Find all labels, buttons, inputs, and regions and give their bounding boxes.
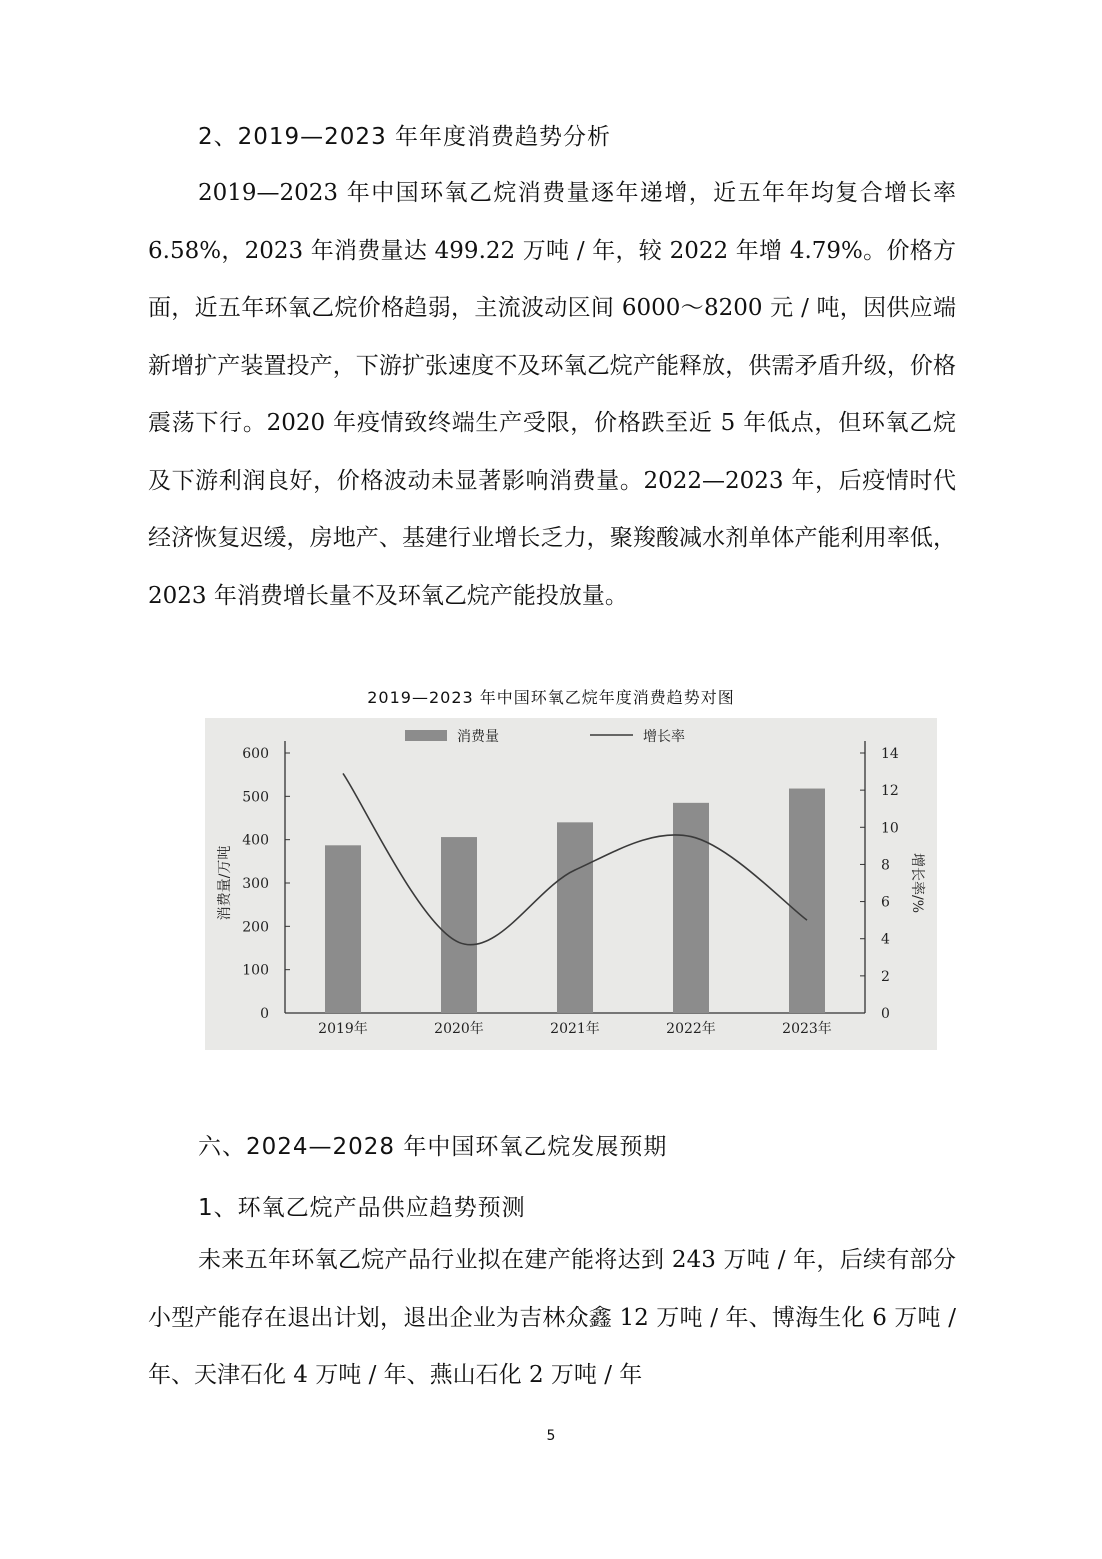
x-tick-label: 2020年	[434, 1021, 484, 1037]
bar-consumption	[789, 789, 825, 1013]
left-tick-label: 600	[242, 746, 269, 762]
right-tick-label: 10	[881, 820, 899, 837]
left-tick-label: 300	[242, 876, 269, 892]
paragraph-consumption-analysis: 2019—2023 年中国环氧乙烷消费量逐年递增，近五年年均复合增长率 6.58%，2023 年消费量达 499.22 万吨 / 年，较 2022 年增 4.79%。价格方面，近五年环氧乙烷价格趋弱，主流波动区间 6000～8200 元 / 吨，因供应端新增扩产装置投产，下游扩张速度不及环氧乙烷产能释放，供需矛盾升级，价格震荡下行。2020 年疫情致终端生产受限，价格跌至近 5 年低点，但环氧乙烷及下游利润良好，价格波动未显著影响消费量。2022—2023 年，后疫情时代经济恢复迟缓，房地产、基建行业增长乏力，聚羧酸减水剂单体产能利用率低，2023 年消费增长量不及环氧乙烷产能投放量。	[148, 180, 956, 609]
consumption-trend-chart	[205, 718, 937, 1050]
right-tick-label: 6	[881, 894, 890, 911]
right-tick-label: 14	[881, 746, 899, 762]
bar-consumption	[441, 837, 477, 1013]
left-tick-label: 500	[242, 789, 269, 806]
bar-consumption	[557, 822, 593, 1013]
y-axis-title: 消费量/万吨	[217, 845, 233, 921]
legend-line-label: 增长率	[643, 729, 685, 745]
section-heading-development-outlook: 六、2024—2028 年中国环氧乙烷发展预期	[198, 1134, 668, 1160]
right-tick-label: 8	[881, 857, 890, 874]
right-tick-label: 12	[881, 783, 899, 800]
chart-caption: 2019—2023 年中国环氧乙烷年度消费趋势对图	[367, 688, 735, 707]
x-tick-label: 2022年	[666, 1021, 716, 1037]
x-tick-label: 2019年	[318, 1021, 368, 1037]
left-tick-label: 0	[260, 1006, 269, 1022]
page-number: 5	[546, 1428, 556, 1444]
left-tick-label: 200	[242, 919, 269, 936]
right-tick-label: 0	[881, 1006, 890, 1022]
legend-bar-swatch	[405, 730, 447, 741]
bar-consumption	[325, 845, 361, 1013]
legend-bar-label: 消费量	[457, 729, 499, 745]
section-heading-supply-forecast: 1、环氧乙烷产品供应趋势预测	[198, 1195, 526, 1221]
left-tick-label: 100	[242, 962, 269, 979]
paragraph-supply-forecast: 未来五年环氧乙烷产品行业拟在建产能将达到 243 万吨 / 年，后续有部分小型产能存在退出计划，退出企业为吉林众鑫 12 万吨 / 年、博海生化 6 万吨 / 年、天津石化 4 万吨 / 年、燕山石化 2 万吨 / 年	[148, 1247, 956, 1388]
right-tick-label: 4	[881, 931, 890, 948]
x-tick-label: 2023年	[782, 1021, 832, 1037]
y2-axis-title: 增长率/%	[909, 852, 925, 914]
left-tick-label: 400	[242, 832, 269, 849]
x-tick-label: 2021年	[550, 1021, 600, 1037]
right-tick-label: 2	[881, 968, 890, 985]
section-heading-consumption-trend: 2、2019—2023 年年度消费趋势分析	[198, 124, 612, 150]
chart-canvas	[205, 718, 937, 1050]
